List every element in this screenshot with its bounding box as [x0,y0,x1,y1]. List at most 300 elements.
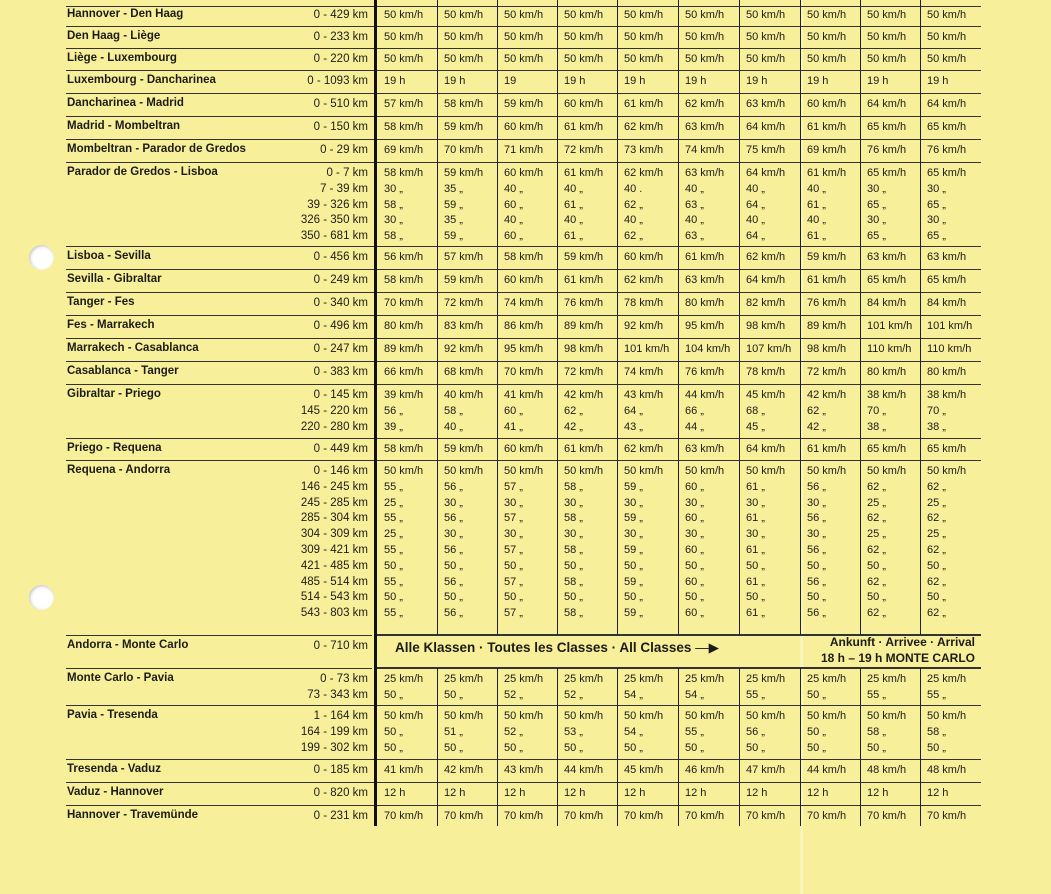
speed-cell: 61 km/h [807,274,847,286]
speed-cell: 58 km/h [384,121,424,133]
speed-cell: 57 „ [504,512,523,525]
speed-cell: 50 km/h [504,31,544,43]
speed-cell: 40 „ [807,214,826,227]
speed-cell: 50 „ [927,559,946,572]
speed-cell: 55 „ [927,688,946,701]
column-rule [497,668,498,826]
speed-cell: 19 h [444,75,466,87]
route-name: Marrakech - Casablanca [67,342,199,354]
speed-cell: 50 „ [504,741,523,754]
speed-cell: 40 „ [564,214,583,227]
speed-cell: 70 km/h [867,810,907,822]
speed-cell: 62 „ [624,230,643,243]
speed-cell: 19 h [927,75,949,87]
speed-cell: 50 km/h [746,465,786,477]
row-rule [66,438,981,439]
speed-cell: 65 „ [927,198,946,211]
speed-cell: 60 km/h [624,251,664,263]
speed-cell: 60 „ [685,575,704,588]
speed-cell: 50 km/h [444,53,484,65]
speed-cell: 50 km/h [384,53,424,65]
row-rule [66,460,981,461]
speed-cell: 41 km/h [504,389,544,401]
km-range: 309 - 421 km [300,544,368,556]
speed-cell: 54 „ [624,688,643,701]
speed-cell: 50 km/h [807,53,847,65]
all-classes-banner [395,640,719,656]
speed-cell: 60 „ [504,404,523,417]
speed-cell: 58 km/h [384,443,424,455]
speed-cell: 25 „ [867,496,886,509]
speed-cell: 70 „ [867,404,886,417]
speed-cell: 62 km/h [685,98,725,110]
km-range: 0 - 456 km [313,251,368,263]
speed-cell: 58 km/h [444,98,484,110]
speed-cell: 25 km/h [685,673,725,685]
speed-cell: 59 km/h [444,121,484,133]
speed-cell: 101 km/h [927,320,973,332]
speed-cell: 42 „ [564,420,583,433]
speed-cell: 50 „ [685,591,704,604]
speed-cell: 50 km/h [444,9,484,21]
speed-cell: 50 „ [564,559,583,572]
speed-cell: 55 „ [384,607,403,620]
km-range: 0 - 496 km [313,320,368,332]
route-name: Pavia - Tresenda [67,709,158,721]
row-rule [66,338,981,339]
speed-cell: 50 „ [746,741,765,754]
km-range: 0 - 150 km [313,121,368,133]
km-range: 0 - 429 km [313,9,368,21]
speed-cell: 64 km/h [746,121,786,133]
speed-cell: 69 km/h [807,144,847,156]
speed-cell: 50 km/h [624,9,664,21]
speed-cell: 64 km/h [927,98,967,110]
speed-cell: 12 h [807,787,829,799]
speed-cell: 50 km/h [867,53,907,65]
speed-cell: 55 „ [685,725,704,738]
speed-cell: 76 km/h [807,297,847,309]
speed-cell: 59 „ [444,230,463,243]
speed-cell: 50 „ [384,741,403,754]
speed-cell: 40 „ [746,182,765,195]
speed-cell: 50 „ [504,591,523,604]
speed-cell: 70 km/h [504,810,544,822]
speed-cell: 95 km/h [685,320,725,332]
speed-cell: 59 km/h [444,167,484,179]
speed-cell: 12 h [685,787,707,799]
km-range: 326 - 350 km [300,214,368,227]
speed-cell: 66 km/h [384,366,424,378]
speed-cell: 70 km/h [384,297,424,309]
speed-cell: 30 „ [927,182,946,195]
speed-cell: 55 „ [746,688,765,701]
row-rule [377,667,981,669]
speed-cell: 55 „ [384,575,403,588]
speed-cell: 48 km/h [927,764,967,776]
speed-cell: 59 „ [624,480,643,493]
speed-cell: 80 km/h [384,320,424,332]
km-range: 285 - 304 km [300,512,368,525]
speed-cell: 50 km/h [384,465,424,477]
speed-cell: 95 km/h [504,343,544,355]
row-rule [66,668,372,669]
speed-cell: 69 km/h [384,144,424,156]
speed-cell: 52 „ [504,688,523,701]
speed-cell: 64 „ [746,230,765,243]
speed-cell: 50 km/h [927,53,967,65]
route-name: Fes - Marrakech [67,319,155,331]
speed-cell: 19 [504,75,517,87]
speed-cell: 58 km/h [384,274,424,286]
speed-cell: 25 km/h [927,673,967,685]
speed-cell: 62 „ [927,607,946,620]
route-name: Gibraltar - Priego [67,388,161,400]
speed-cell: 30 „ [564,528,583,541]
speed-cell: 45 km/h [624,764,664,776]
speed-cell: 50 km/h [384,710,424,722]
speed-cell: 63 „ [685,230,704,243]
speed-cell: 60 km/h [564,98,604,110]
speed-cell: 89 km/h [564,320,604,332]
speed-cell: 25 km/h [624,673,664,685]
speed-cell: 30 „ [685,528,704,541]
speed-cell: 50 km/h [867,31,907,43]
speed-cell: 35 „ [444,214,463,227]
speed-cell: 70 km/h [685,810,725,822]
speed-cell: 45 „ [746,420,765,433]
km-range: 0 - 710 km [313,640,368,652]
speed-cell: 50 „ [867,741,886,754]
speed-cell: 50 „ [624,591,643,604]
speed-cell: 65 km/h [927,274,967,286]
speed-cell: 25 „ [384,528,403,541]
speed-cell: 38 km/h [867,389,907,401]
speed-cell: 65 km/h [927,443,967,455]
speed-cell: 42 km/h [564,389,604,401]
speed-cell: 92 km/h [444,343,484,355]
speed-cell: 98 km/h [807,343,847,355]
speed-cell: 30 „ [867,182,886,195]
speed-cell: 50 „ [807,725,826,738]
km-range: 0 - 510 km [313,98,368,110]
speed-cell: 50 „ [564,591,583,604]
speed-cell: 64 km/h [746,443,786,455]
speed-cell: 30 „ [746,496,765,509]
speed-cell: 64 km/h [867,98,907,110]
speed-cell: 57 km/h [384,98,424,110]
speed-cell: 50 km/h [746,53,786,65]
speed-cell: 25 km/h [564,673,604,685]
speed-cell: 62 km/h [624,274,664,286]
speed-cell: 25 „ [927,496,946,509]
speed-cell: 70 km/h [444,810,484,822]
speed-cell: 50 km/h [867,9,907,21]
speed-cell: 76 km/h [685,366,725,378]
speed-cell: 50 „ [564,741,583,754]
route-name: Lisboa - Sevilla [67,250,151,262]
speed-cell: 44 km/h [807,764,847,776]
speed-cell: 30 „ [867,214,886,227]
speed-cell: 50 „ [746,559,765,572]
speed-cell: 59 „ [624,544,643,556]
speed-cell: 50 km/h [746,9,786,21]
km-range: 0 - 233 km [313,31,368,43]
km-range: 0 - 247 km [313,343,368,355]
speed-cell: 65 km/h [867,121,907,133]
km-range: 0 - 340 km [313,297,368,309]
speed-cell: 63 km/h [927,251,967,263]
speed-cell: 30 „ [564,496,583,509]
speed-cell: 70 km/h [504,366,544,378]
speed-cell: 50 km/h [685,53,725,65]
speed-cell: 50 „ [927,741,946,754]
speed-cell: 51 „ [444,725,463,738]
row-rule [66,315,981,316]
speed-cell: 61 km/h [807,121,847,133]
speed-cell: 50 „ [685,741,704,754]
speed-cell: 60 km/h [504,121,544,133]
speed-cell: 58 „ [564,575,583,588]
speed-cell: 83 km/h [444,320,484,332]
speed-cell: 25 km/h [444,673,484,685]
speed-cell: 58 km/h [384,167,424,179]
speed-cell: 30 „ [746,528,765,541]
speed-cell: 50 „ [807,559,826,572]
km-range: 7 - 39 km [320,182,368,195]
speed-cell: 61 „ [746,607,765,620]
speed-cell: 42 km/h [444,764,484,776]
route-row [0,808,1051,826]
speed-cell: 104 km/h [685,343,731,355]
row-rule [66,139,981,140]
arrow-right-icon: —▶ [695,640,720,655]
speed-cell: 98 km/h [746,320,786,332]
speed-cell: 41 km/h [384,764,424,776]
row-rule [66,269,981,270]
speed-cell: 86 km/h [504,320,544,332]
column-rule [678,668,679,826]
speed-cell: 65 km/h [867,274,907,286]
speed-cell: 19 h [564,75,586,87]
speed-cell: 40 „ [807,182,826,195]
speed-cell: 50 km/h [807,31,847,43]
speed-cell: 63 km/h [685,274,725,286]
speed-cell: 61 „ [746,575,765,588]
speed-cell: 50 „ [384,591,403,604]
speed-cell: 19 h [685,75,707,87]
km-range: 485 - 514 km [300,575,368,588]
speed-cell: 50 km/h [504,9,544,21]
speed-cell: 70 km/h [564,810,604,822]
speed-cell: 56 „ [444,607,463,620]
speed-cell: 64 „ [746,198,765,211]
speed-cell: 56 „ [807,544,826,556]
speed-cell: 62 „ [867,512,886,525]
speed-cell: 63 km/h [685,443,725,455]
speed-cell: 50 km/h [504,465,544,477]
speed-cell: 61 km/h [807,167,847,179]
speed-cell: 30 „ [384,214,403,227]
speed-cell: 50 „ [867,559,886,572]
route-row [0,387,1051,441]
speed-cell: 59 „ [624,575,643,588]
route-name: Andorra - Monte Carlo [67,639,189,651]
speed-cell: 107 km/h [746,343,792,355]
km-range: 0 - 146 km [313,465,368,477]
speed-cell: 43 km/h [504,764,544,776]
route-row [0,671,1051,708]
speed-cell: 45 km/h [746,389,786,401]
speed-cell: 40 . [624,182,643,195]
speed-cell: 62 km/h [624,167,664,179]
speed-cell: 52 „ [504,725,523,738]
row-rule [66,162,981,163]
route-name: Mombeltran - Parador de Gredos [67,143,246,155]
speed-cell: 40 „ [444,420,463,433]
speed-cell: 50 km/h [624,53,664,65]
speed-cell: 50 km/h [746,710,786,722]
speed-cell: 40 „ [624,214,643,227]
speed-cell: 59 km/h [564,251,604,263]
speed-cell: 12 h [624,787,646,799]
speed-cell: 61 km/h [685,251,725,263]
speed-cell: 65 km/h [867,443,907,455]
speed-cell: 60 „ [685,512,704,525]
speed-cell: 89 km/h [807,320,847,332]
speed-cell: 60 km/h [504,167,544,179]
speed-cell: 101 km/h [624,343,670,355]
speed-cell: 44 km/h [564,764,604,776]
speed-cell: 82 km/h [746,297,786,309]
speed-cell: 50 km/h [685,31,725,43]
row-rule [66,384,981,385]
speed-cell: 70 „ [927,404,946,417]
speed-cell: 12 h [564,787,586,799]
speed-cell: 50 km/h [504,710,544,722]
speed-cell: 40 „ [685,182,704,195]
speed-cell: 25 „ [927,528,946,541]
speed-cell: 59 km/h [444,274,484,286]
speed-cell: 74 km/h [624,366,664,378]
speed-cell: 50 km/h [807,710,847,722]
speed-cell: 58 „ [444,404,463,417]
speed-cell: 60 km/h [504,274,544,286]
route-row [0,708,1051,762]
speed-cell: 59 „ [624,607,643,620]
speed-cell: 42 „ [807,420,826,433]
speed-cell: 60 „ [504,198,523,211]
speed-cell: 50 „ [384,688,403,701]
speed-cell: 56 „ [444,575,463,588]
speed-cell: 50 km/h [685,710,725,722]
row-rule [66,116,981,117]
km-range: 199 - 302 km [300,741,368,754]
speed-cell: 50 „ [807,688,826,701]
speed-cell: 62 „ [564,404,583,417]
speed-cell: 50 km/h [564,9,604,21]
route-name: Priego - Requena [67,442,162,454]
speed-cell: 72 km/h [444,297,484,309]
speed-cell: 59 „ [444,198,463,211]
speed-cell: 70 km/h [624,810,664,822]
speed-cell: 48 km/h [867,764,907,776]
speed-cell: 50 km/h [867,465,907,477]
km-range: 1 - 164 km [313,710,368,722]
speed-cell: 52 „ [564,688,583,701]
speed-cell: 30 „ [444,528,463,541]
column-rule [617,668,618,826]
speed-cell: 50 km/h [685,465,725,477]
speed-cell: 50 „ [624,559,643,572]
speed-cell: 66 „ [685,404,704,417]
column-rule [617,0,618,635]
speed-cell: 110 km/h [927,343,972,355]
speed-cell: 50 km/h [384,31,424,43]
speed-cell: 50 km/h [564,465,604,477]
speed-cell: 50 km/h [867,710,907,722]
speed-cell: 50 „ [927,591,946,604]
speed-cell: 42 km/h [807,389,847,401]
route-name: Dancharinea - Madrid [67,97,184,109]
speed-cell: 76 km/h [867,144,907,156]
km-range: 0 - 7 km [326,167,368,179]
route-name: Monte Carlo - Pavia [67,672,174,684]
km-range: 350 - 681 km [300,230,368,243]
route-name: Luxembourg - Dancharinea [67,74,216,86]
speed-cell: 78 km/h [624,297,664,309]
speed-cell: 63 km/h [867,251,907,263]
speed-cell: 68 km/h [444,366,484,378]
speed-cell: 50 km/h [444,31,484,43]
row-rule [66,705,981,706]
km-range: 0 - 820 km [313,787,368,799]
speed-cell: 35 „ [444,182,463,195]
km-range: 0 - 383 km [313,366,368,378]
km-range: 220 - 280 km [300,420,368,433]
speed-cell: 60 „ [685,480,704,493]
speed-cell: 70 km/h [807,810,847,822]
speed-cell: 30 „ [624,528,643,541]
km-range: 514 - 543 km [300,591,368,604]
speed-cell: 70 km/h [746,810,786,822]
speed-cell: 60 „ [685,607,704,620]
km-range: 0 - 185 km [313,764,368,776]
speed-cell: 19 h [384,75,406,87]
speed-cell: 63 „ [685,198,704,211]
speed-cell: 50 km/h [564,53,604,65]
speed-cell: 50 km/h [927,465,967,477]
speed-cell: 62 „ [807,404,826,417]
speed-cell: 40 „ [746,214,765,227]
speed-cell: 60 „ [504,230,523,243]
column-rule [739,0,740,635]
arrival-line-1: Ankunft · Arrivee · Arrival [829,635,975,649]
speed-cell: 40 „ [504,214,523,227]
speed-cell: 58 km/h [504,251,544,263]
speed-cell: 43 „ [624,420,643,433]
speed-cell: 30 „ [624,496,643,509]
speed-cell: 57 km/h [444,251,484,263]
speed-cell: 30 „ [504,496,523,509]
speed-cell: 50 km/h [624,31,664,43]
route-name: Casablanca - Tanger [67,365,179,377]
km-range: 0 - 249 km [313,274,368,286]
route-name: Tanger - Fes [67,296,135,308]
speed-cell: 58 „ [564,480,583,493]
speed-cell: 65 km/h [867,167,907,179]
speed-cell: 73 km/h [624,144,664,156]
